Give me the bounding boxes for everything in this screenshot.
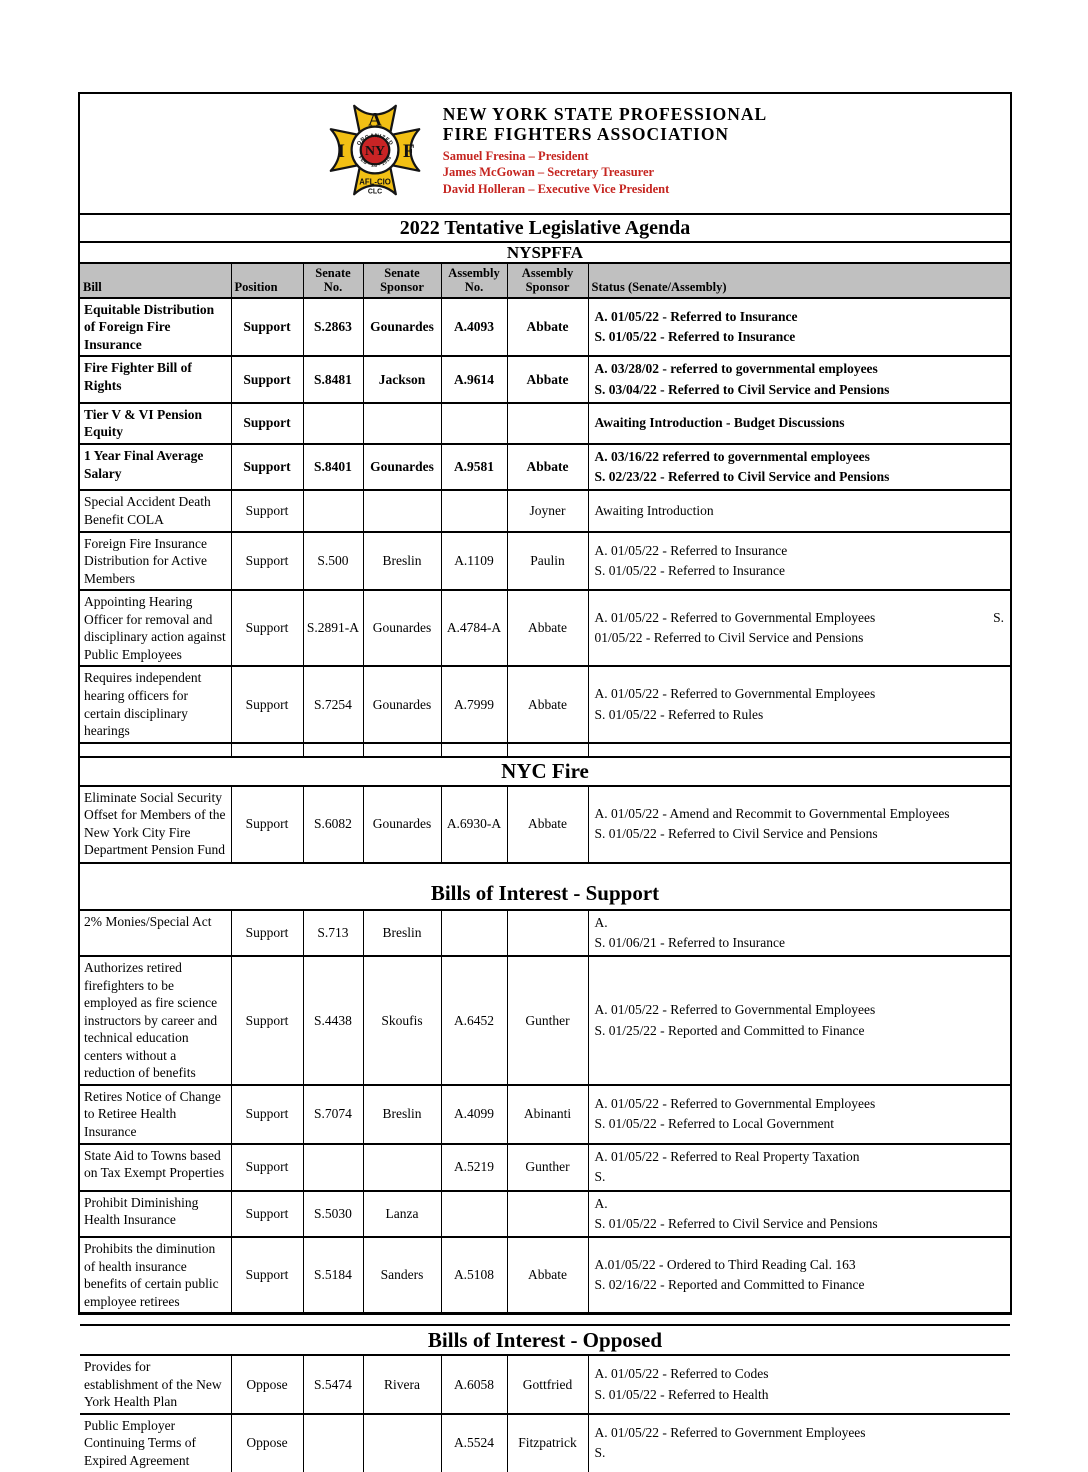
position-cell: Support xyxy=(231,1237,303,1313)
status-text: S. 01/05/22 - Referred to Insurance xyxy=(594,329,796,345)
assembly-no-cell xyxy=(441,910,507,957)
assembly-sponsor-cell: Abbate xyxy=(507,444,588,491)
assembly-sponsor-cell: Gunther xyxy=(507,1144,588,1191)
assembly-no-cell xyxy=(441,403,507,444)
column-header-assembly-no: Assembly No. xyxy=(441,264,507,298)
status-text: S. 01/05/22 - Referred to Health xyxy=(594,1386,769,1402)
status-text: A. 01/05/22 - Referred to Governmental Employees xyxy=(594,610,876,626)
status-cell xyxy=(588,444,1010,491)
assembly-no-cell: A.4093 xyxy=(441,298,507,357)
assembly-sponsor-cell: Fitzpatrick xyxy=(507,1414,588,1472)
status-text: A. 01/05/22 - Referred to Governmental Employees xyxy=(594,1095,876,1111)
status-text: S. 01/05/22 - Referred to Civil Service and Pensions xyxy=(594,1215,878,1231)
assembly-sponsor-cell: Gottfried xyxy=(507,1355,588,1414)
bill-cell: Foreign Fire Insurance Distribution for Active Members xyxy=(80,532,231,591)
status-text: Awaiting Introduction - Budget Discussions xyxy=(594,415,845,431)
spacer-cell xyxy=(303,743,363,757)
status-text: S. 01/05/22 - Referred to Insurance xyxy=(594,562,785,578)
assembly-sponsor-cell: Abbate xyxy=(507,1237,588,1313)
table-row xyxy=(80,910,1010,957)
senate-sponsor-cell: Gounardes xyxy=(363,444,441,491)
section-row xyxy=(80,757,1010,786)
senate-no-cell: S.8481 xyxy=(303,356,363,403)
senate-no-cell: S.5474 xyxy=(303,1355,363,1414)
status-cell xyxy=(588,1237,1010,1313)
logo-ny-monogram: NY xyxy=(364,143,385,159)
status-cell xyxy=(588,490,1010,531)
senate-sponsor-cell xyxy=(363,490,441,531)
senate-sponsor-cell xyxy=(363,1414,441,1472)
senate-no-cell xyxy=(303,403,363,444)
assembly-no-cell xyxy=(441,1191,507,1238)
status-cell xyxy=(588,910,1010,957)
column-header-senate-no: Senate No. xyxy=(303,264,363,298)
table-row xyxy=(80,490,1010,531)
senate-sponsor-cell: Jackson xyxy=(363,356,441,403)
assembly-sponsor-cell xyxy=(507,910,588,957)
position-cell: Support xyxy=(231,666,303,742)
assembly-no-cell xyxy=(441,490,507,531)
logo-arc-organized: ORGANIZED xyxy=(355,132,394,148)
officer-president: Samuel Fresina – President xyxy=(442,149,589,164)
assembly-no-cell: A.4099 xyxy=(441,1085,507,1144)
senate-sponsor-cell: Gounardes xyxy=(363,786,441,863)
status-cell xyxy=(588,666,1010,742)
logo-letter-i: I xyxy=(337,140,345,162)
logo-arc-date: FEB · 28 · 1918 xyxy=(356,155,393,170)
status-text: A. 03/16/22 referred to governmental employees xyxy=(594,448,870,464)
table-row xyxy=(80,403,1010,444)
status-text: A. xyxy=(594,1195,608,1211)
letterhead xyxy=(80,94,1010,215)
column-header-position: Position xyxy=(231,264,303,298)
table-row xyxy=(80,444,1010,491)
position-cell: Support xyxy=(231,1191,303,1238)
assembly-sponsor-cell: Paulin xyxy=(507,532,588,591)
table-row xyxy=(80,1191,1010,1238)
spacer-cell xyxy=(80,1313,1010,1325)
assembly-no-cell: A.4784-A xyxy=(441,590,507,666)
assembly-no-cell: A.7999 xyxy=(441,666,507,742)
senate-no-cell: S.5030 xyxy=(303,1191,363,1238)
status-text: A. 01/05/22 - Referred to Government Employees xyxy=(594,1424,866,1440)
status-text: Awaiting Introduction xyxy=(594,502,714,518)
senate-no-cell xyxy=(303,1414,363,1472)
position-cell: Support xyxy=(231,532,303,591)
bill-cell: Eliminate Social Security Offset for Members of the New York City Fire Department Pension Fund xyxy=(80,786,231,863)
spacer-row xyxy=(80,1313,1010,1325)
assembly-sponsor-cell xyxy=(507,1191,588,1238)
senate-no-cell: S.5184 xyxy=(303,1237,363,1313)
assembly-sponsor-cell: Abbate xyxy=(507,298,588,357)
status-cell xyxy=(588,403,1010,444)
status-cell xyxy=(588,298,1010,357)
spacer-row xyxy=(80,743,1010,757)
senate-sponsor-cell: Skoufis xyxy=(363,956,441,1085)
page-subtitle: NYSPFFA xyxy=(80,243,1010,264)
letterhead-text xyxy=(443,98,767,197)
position-cell: Support xyxy=(231,356,303,403)
section-title: Bills of Interest - Opposed xyxy=(80,1325,1010,1355)
position-cell: Support xyxy=(231,1144,303,1191)
bill-cell: Provides for establishment of the New York Health Plan xyxy=(80,1355,231,1414)
status-text: S. 02/16/22 - Reported and Committed to Finance xyxy=(594,1277,865,1293)
assembly-sponsor-cell: Abinanti xyxy=(507,1085,588,1144)
spacer-cell xyxy=(507,743,588,757)
senate-sponsor-cell xyxy=(363,403,441,444)
status-text: S. 01/05/22 - Referred to Rules xyxy=(594,706,764,722)
status-text: S. 03/04/22 - Referred to Civil Service and Pensions xyxy=(594,381,890,397)
status-text: S. 01/05/22 - Referred to Local Government xyxy=(594,1116,835,1132)
senate-no-cell: S.7254 xyxy=(303,666,363,742)
org-name-line2: FIRE FIGHTERS ASSOCIATION xyxy=(442,123,730,144)
status-text: 01/05/22 - Referred to Civil Service and Pensions xyxy=(594,630,864,646)
section-title: NYC Fire xyxy=(80,757,1010,786)
status-cell xyxy=(588,590,1010,666)
status-cell xyxy=(588,956,1010,1085)
table-row xyxy=(80,1144,1010,1191)
table-row xyxy=(80,956,1010,1085)
senate-no-cell: S.713 xyxy=(303,910,363,957)
position-cell: Support xyxy=(231,444,303,491)
assembly-no-cell: A.6930-A xyxy=(441,786,507,863)
status-text: S. xyxy=(594,1445,606,1461)
assembly-sponsor-cell: Gunther xyxy=(507,956,588,1085)
status-text: S. xyxy=(993,610,1004,626)
spacer-cell xyxy=(80,743,231,757)
status-text: A. xyxy=(594,914,608,930)
svg-text:I xyxy=(337,141,344,162)
senate-no-cell: S.7074 xyxy=(303,1085,363,1144)
position-cell: Support xyxy=(231,956,303,1085)
spacer-cell xyxy=(363,743,441,757)
officer-list xyxy=(443,148,767,197)
status-text: S. xyxy=(594,1169,606,1185)
bill-cell: Authorizes retired firefighters to be employed as fire science instructors by career and technical education centers without a reduction of benefits xyxy=(80,956,231,1085)
table-row xyxy=(80,298,1010,357)
status-cell xyxy=(588,1085,1010,1144)
bill-cell: State Aid to Towns based on Tax Exempt Properties xyxy=(80,1144,231,1191)
senate-sponsor-cell xyxy=(363,1144,441,1191)
assembly-sponsor-cell: Joyner xyxy=(507,490,588,531)
status-cell xyxy=(588,1144,1010,1191)
table-row xyxy=(80,1414,1010,1472)
svg-text:F xyxy=(403,141,415,162)
page-title: 2022 Tentative Legislative Agenda xyxy=(80,215,1010,243)
senate-no-cell: S.8401 xyxy=(303,444,363,491)
assembly-sponsor-cell xyxy=(507,403,588,444)
column-header-bill: Bill xyxy=(80,264,231,298)
bill-cell: 1 Year Final Average Salary xyxy=(80,444,231,491)
status-text: A. 01/05/22 - Referred to Codes xyxy=(594,1366,769,1382)
bill-cell: Prohibits the diminution of health insurance benefits of certain public employee retirees xyxy=(80,1237,231,1313)
senate-no-cell: S.500 xyxy=(303,532,363,591)
senate-no-cell: S.2891-A xyxy=(303,590,363,666)
status-cell xyxy=(588,1414,1010,1472)
status-text: A. 01/05/22 - Referred to Governmental Employees xyxy=(594,1002,876,1018)
senate-sponsor-cell: Gounardes xyxy=(363,298,441,357)
position-cell: Oppose xyxy=(231,1414,303,1472)
senate-no-cell: S.4438 xyxy=(303,956,363,1085)
bill-cell: Requires independent hearing officers for certain disciplinary hearings xyxy=(80,666,231,742)
column-header-status: Status (Senate/Assembly) xyxy=(588,264,1010,298)
svg-text:A xyxy=(368,110,382,131)
bill-cell: Equitable Distribution of Foreign Fire Insurance xyxy=(80,298,231,357)
spacer-cell xyxy=(441,743,507,757)
position-cell: Support xyxy=(231,490,303,531)
position-cell: Support xyxy=(231,590,303,666)
position-cell: Support xyxy=(231,1085,303,1144)
senate-no-cell xyxy=(303,490,363,531)
legislative-table-body xyxy=(80,298,1010,1472)
logo-banner-clc: CLC xyxy=(367,188,382,196)
status-text: A. 01/05/22 - Referred to Real Property Taxation xyxy=(594,1148,860,1164)
section-row xyxy=(80,1325,1010,1355)
bill-cell: Fire Fighter Bill of Rights xyxy=(80,356,231,403)
officer-secretary-treasurer: James McGowan – Secretary Treasurer xyxy=(442,165,655,180)
position-cell: Support xyxy=(231,298,303,357)
assembly-sponsor-cell: Abbate xyxy=(507,590,588,666)
status-text: S. 01/25/22 - Reported and Committed to Finance xyxy=(594,1022,865,1038)
org-name-line1: NEW YORK STATE PROFESSIONAL xyxy=(442,104,768,124)
status-cell xyxy=(588,356,1010,403)
status-cell xyxy=(588,532,1010,591)
assembly-no-cell: A.5108 xyxy=(441,1237,507,1313)
assembly-no-cell: A.1109 xyxy=(441,532,507,591)
senate-sponsor-cell: Gounardes xyxy=(363,666,441,742)
status-text: S. 02/23/22 - Referred to Civil Service and Pensions xyxy=(594,469,890,485)
table-row xyxy=(80,666,1010,742)
table-row xyxy=(80,1237,1010,1313)
table-row xyxy=(80,532,1010,591)
document-page xyxy=(78,92,1012,1468)
section-row xyxy=(80,863,1010,910)
senate-sponsor-cell: Breslin xyxy=(363,1085,441,1144)
senate-sponsor-cell: Rivera xyxy=(363,1355,441,1414)
senate-no-cell xyxy=(303,1144,363,1191)
assembly-no-cell: A.5219 xyxy=(441,1144,507,1191)
assembly-sponsor-cell: Abbate xyxy=(507,356,588,403)
position-cell: Oppose xyxy=(231,1355,303,1414)
logo-banner-aflcio: AFL-CIO xyxy=(358,177,391,187)
bill-cell: Appointing Hearing Officer for removal and disciplinary action against Public Employees xyxy=(80,590,231,666)
status-cell xyxy=(588,786,1010,863)
assembly-no-cell: A.9614 xyxy=(441,356,507,403)
status-cell xyxy=(588,1355,1010,1414)
senate-no-cell: S.6082 xyxy=(303,786,363,863)
status-text: A. 03/28/02 - referred to governmental employees xyxy=(594,361,878,377)
assembly-no-cell: A.6452 xyxy=(441,956,507,1085)
senate-sponsor-cell: Lanza xyxy=(363,1191,441,1238)
assembly-no-cell: A.6058 xyxy=(441,1355,507,1414)
assembly-no-cell: A.5524 xyxy=(441,1414,507,1472)
section-title: Bills of Interest - Support xyxy=(80,863,1010,910)
table-row xyxy=(80,590,1010,666)
senate-sponsor-cell: Gounardes xyxy=(363,590,441,666)
table-row xyxy=(80,786,1010,863)
legislative-table xyxy=(80,264,1010,1472)
status-text: A. 01/05/22 - Referred to Insurance xyxy=(594,308,798,324)
senate-no-cell: S.2863 xyxy=(303,298,363,357)
status-cell xyxy=(588,1191,1010,1238)
status-text: A.01/05/22 - Ordered to Third Reading Cal. 163 xyxy=(594,1256,856,1272)
bill-cell: Prohibit Diminishing Health Insurance xyxy=(80,1191,231,1238)
status-text: S. 01/05/22 - Referred to Civil Service and Pensions xyxy=(594,826,878,842)
status-text: A. 01/05/22 - Amend and Recommit to Governmental Employees xyxy=(594,805,950,821)
assembly-sponsor-cell: Abbate xyxy=(507,666,588,742)
position-cell: Support xyxy=(231,910,303,957)
senate-sponsor-cell: Breslin xyxy=(363,532,441,591)
assembly-sponsor-cell: Abbate xyxy=(507,786,588,863)
position-cell: Support xyxy=(231,403,303,444)
senate-sponsor-cell: Sanders xyxy=(363,1237,441,1313)
status-text: A. 01/05/22 - Referred to Insurance xyxy=(594,542,788,558)
senate-sponsor-cell: Breslin xyxy=(363,910,441,957)
spacer-cell xyxy=(588,743,1010,757)
officer-executive-vp: David Holleran – Executive Vice President xyxy=(442,181,670,196)
table-header-row xyxy=(80,264,1010,298)
bill-cell: 2% Monies/Special Act xyxy=(80,910,231,957)
position-cell: Support xyxy=(231,786,303,863)
table-row xyxy=(80,356,1010,403)
bill-cell: Public Employer Continuing Terms of Expired Agreement xyxy=(80,1414,231,1472)
status-text: A. 01/05/22 - Referred to Governmental Employees xyxy=(594,686,876,702)
column-header-senate-sponsor: Senate Sponsor xyxy=(363,264,441,298)
logo-letter-f: F xyxy=(402,140,415,162)
assembly-no-cell: A.9581 xyxy=(441,444,507,491)
column-header-assembly-sponsor: Assembly Sponsor xyxy=(507,264,588,298)
logo-letter-a: A xyxy=(367,109,382,131)
bill-cell: Tier V & VI Pension Equity xyxy=(80,403,231,444)
spacer-cell xyxy=(231,743,303,757)
table-row xyxy=(80,1085,1010,1144)
table-row xyxy=(80,1355,1010,1414)
status-text: S. 01/06/21 - Referred to Insurance xyxy=(594,934,785,950)
iaff-maltese-cross-logo-icon xyxy=(323,98,427,202)
bill-cell: Retires Notice of Change to Retiree Health Insurance xyxy=(80,1085,231,1144)
bill-cell: Special Accident Death Benefit COLA xyxy=(80,490,231,531)
